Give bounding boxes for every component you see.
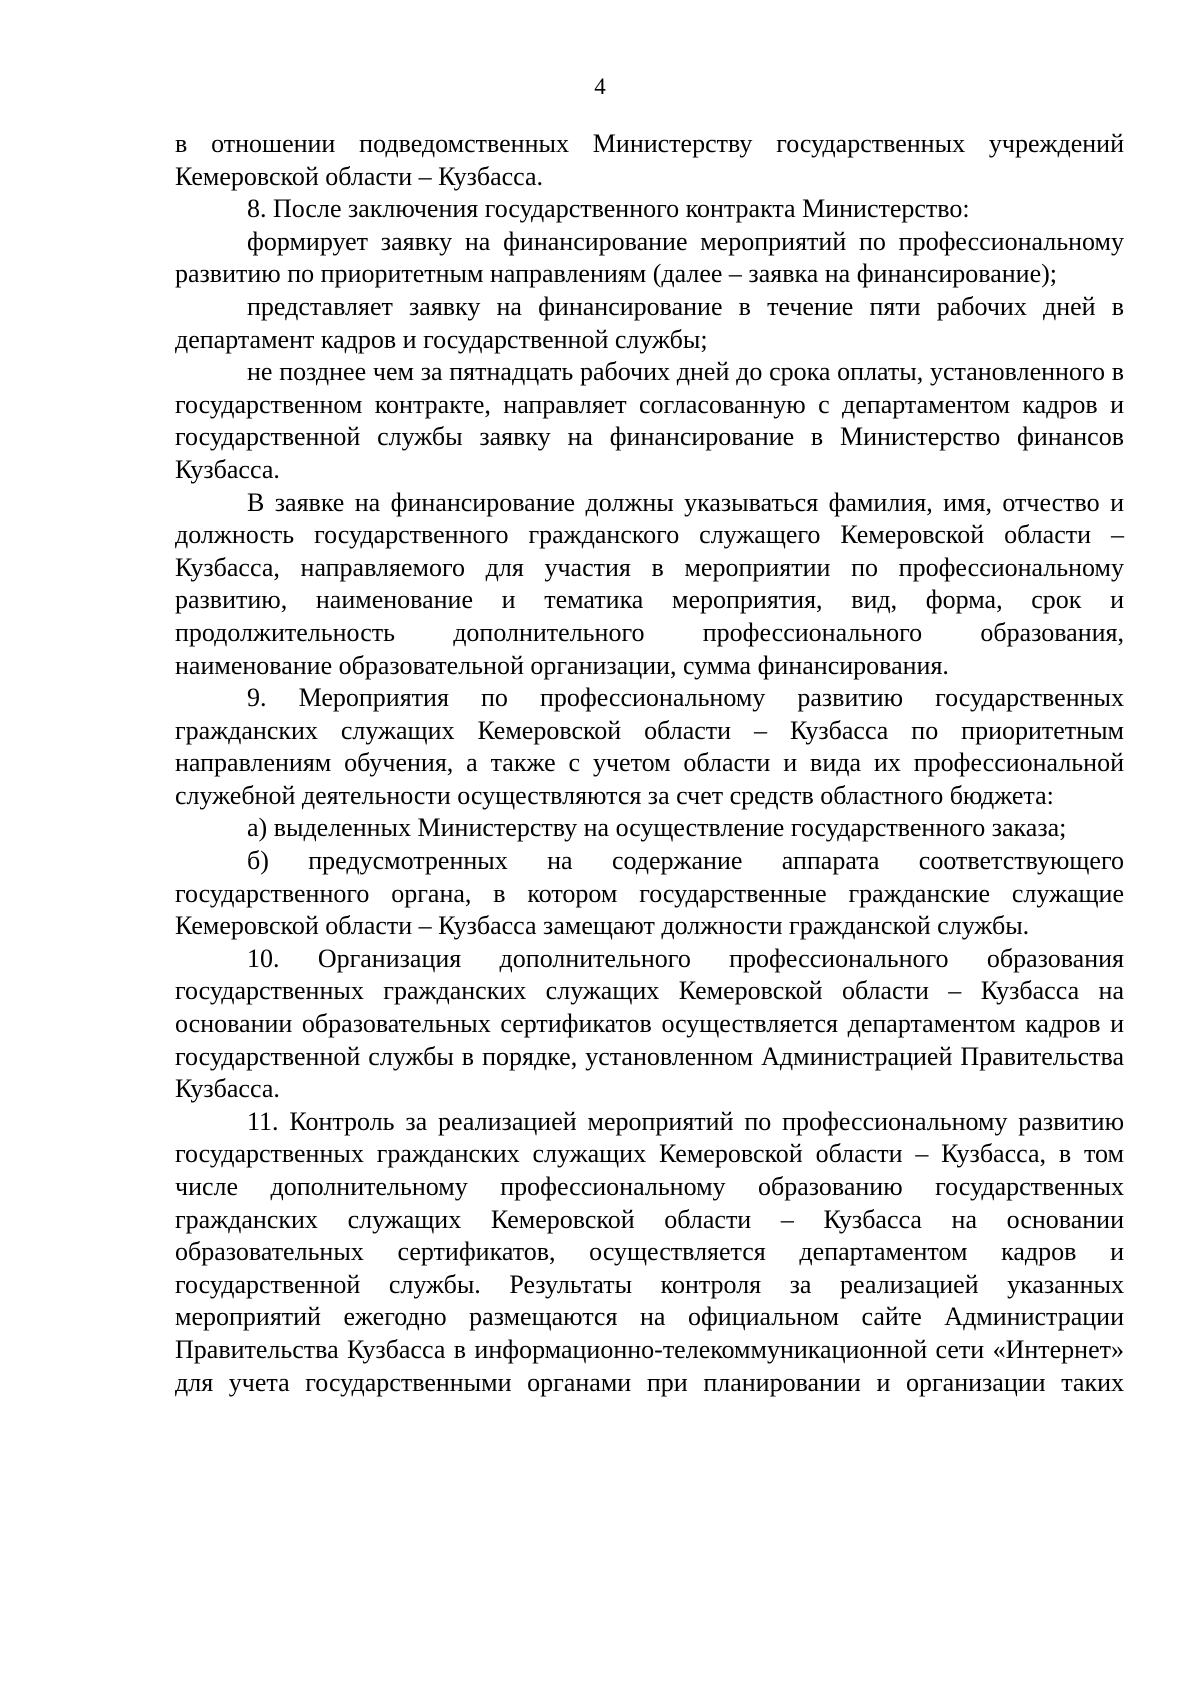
paragraph-item-9a: а) выделенных Министерству на осуществление государственного заказа; (247, 813, 1067, 843)
paragraph-item-10: 10. Организация дополнительного профессионального образования государственных гражданских служащих Кемеровской области – Кузбасса на основании образовательных сертификатов осуществляется департаментом кадров и государственной службы в порядке, установленном Администрацией Правительства Кузбасса. (175, 943, 1124, 1104)
page-number: 4 (594, 74, 606, 99)
paragraph-request-contents: В заявке на финансирование должны указываться фамилия, имя, отчество и должность государственного гражданского служащего Кемеровской области – Кузбасса, направляемого для участия в мероприятии по профессиональному развитию, наименование и тематика мероприятия, вид, форма, срок и продолжительность дополнительного профессионального образования, наименование образовательной организации, сумма финансирования. (175, 487, 1124, 680)
paragraph-continuation: в отношении подведомственных Министерству государственных учреждений Кемеровской области – Кузбасса. (175, 129, 1124, 191)
document-body (175, 128, 1124, 1399)
paragraph-item-11: 11. Контроль за реализацией мероприятий по профессиональному развитию государственных гражданских служащих Кемеровской области – Кузбасса, в том числе дополнительному профессиональному образованию государственных гражданских служащих Кемеровской области – Кузбасса на основании образовательных сертификатов, осуществляется департаментом кадров и государственной службы. Результаты контроля за реализацией указанных мероприятий ежегодно размещаются на официальном сайте Администрации Правительства Кузбасса в информационно-телекоммуникационной сети «Интернет» для учета государственными органами при планировании и организации таких (175, 1106, 1124, 1397)
paragraph-forms-request: формирует заявку на финансирование мероприятий по профессиональному развитию по приоритетным направлениям (далее – заявка на финансирование); (175, 226, 1124, 289)
paragraph-item-9b: б) предусмотренных на содержание аппарата соответствующего государственного органа, в котором государственные гражданские служащие Кемеровской области – Кузбасса замещают должности гражданской службы. (175, 846, 1124, 941)
paragraph-sends-request: не позднее чем за пятнадцать рабочих дней до срока оплаты, установленного в государственном контракте, направляет согласованную с департаментом кадров и государственной службы заявку на финансирование в Министерство финансов Кузбасса. (175, 357, 1124, 484)
paragraph-item-8: 8. После заключения государственного контракта Министерство: (247, 194, 970, 224)
paragraph-item-9: 9. Мероприятия по профессиональному развитию государственных гражданских служащих Кемеровской области – Кузбасса по приоритетным направлениям обучения, а также с учетом области и вида их профессиональной служебной деятельности осуществляются за счет средств областного бюджета: (175, 683, 1124, 810)
paragraph-submits-request: представляет заявку на финансирование в течение пяти рабочих дней в департамент кадров и государственной службы; (175, 291, 1124, 354)
